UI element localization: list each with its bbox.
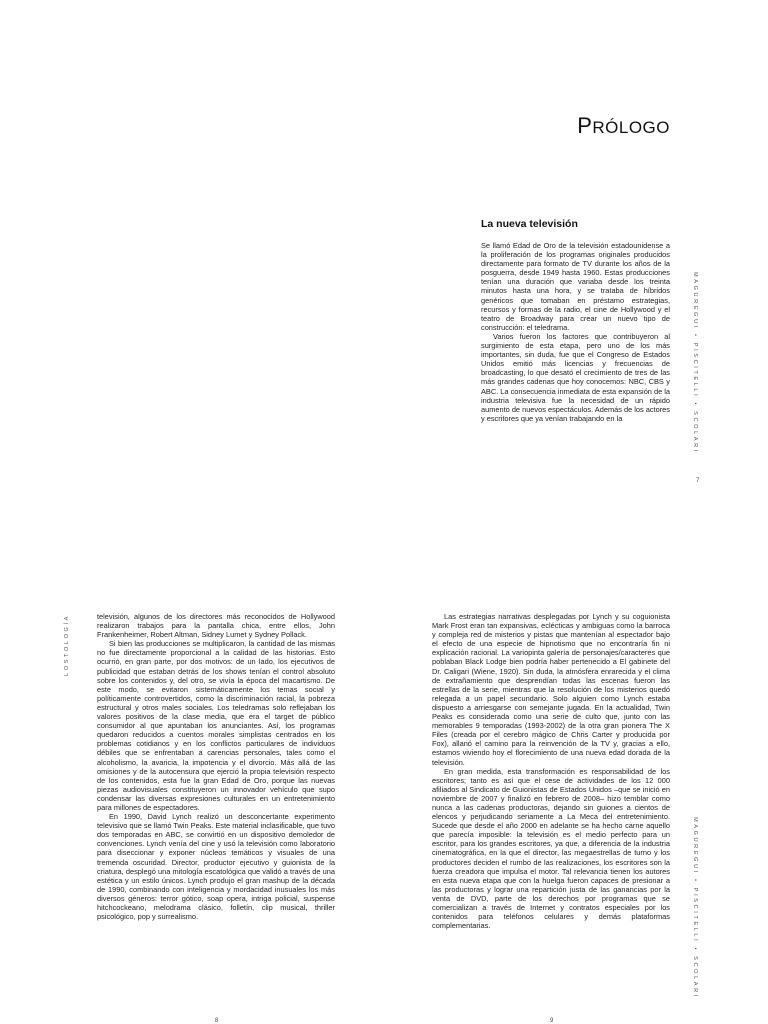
paragraph: televisión, algunos de los directores más reconocidos de Hollywood realizaron trabajos para la pantalla chica, entre ellos, John Frankenheimer, Robert Altman, Sidney Lumet y Sydney Pollack. bbox=[97, 612, 335, 640]
paragraph: En gran medida, esta transformación es responsabilidad de los escritores; tanto es así que el cese de actividades de los 12 000 afiliados al Sindicato de Guionistas de Estados Unidos –que se inició en noviembre de 2007 y finalizó en febrero de 2008– hizo temblar como nunca a las cadenas productoras, dejando sin guiones a cientos de elencos y perjudicando seriamente a La Meca del entretenimiento. Sucede que desde el año 2000 en adelante se ha hecho carne aquello que parecía imposible: la televisión es el medio perfecto para un escritor, para los grandes escritores, ya que, a diferencia de la industria cinematográfica, en la que el director, las megaestrellas de turno y los productores deciden el rumbo de las realizaciones, los escritores son la fuerza creadora que impulsa el motor. Tal relevancia tienen los autores en esta nueva etapa que con la huelga fueron capaces de presionar a las productoras y lograr una repartición justa de las ganancias por la venta de DVD, parte de los derechos por programas que se comercializan a través de Internet y contratos especiales por los contenidos para teléfonos celulares y demás plataformas complementarias. bbox=[432, 766, 670, 931]
body-column-left bbox=[97, 612, 335, 921]
paragraph: Varios fueron los factores que contribuyeron al surgimiento de esta etapa, pero uno de los más importantes, sin duda, fue que el Congreso de Estados Unidos emitió más licencias y frecuencias de broadcasting, lo que desató el crecimiento de tres de las más grandes cadenas que hoy conocemos: NBC, CBS y ABC. La consecuencia inmediata de esta expansión de la industria televisiva fue la necesidad de un rápido aumento de nuevos espectáculos. Además de los actores y escritores que ya venían trabajando en la bbox=[481, 331, 670, 423]
chapter-title bbox=[577, 113, 670, 139]
running-head-authors: MAGUREGUI • PISCITELLI • SCOLARI bbox=[692, 272, 698, 454]
paragraph: En 1990, David Lynch realizó un desconcertante experimento televisivo que se llamó Twin Peaks. Este material inclasificable, que tuvo dos temporadas en ABC, se convirtió en un dispositivo demoledor de convenciones. Lynch venía del cine y usó la televisión como laboratorio para diseccionar y exponer núcleos temáticos y visuales de una tremenda oscuridad. Director, productor ejecutivo y guionista de la criatura, desplegó una mitología escatológica que validó a través de una estética y un estilo únicos. Lynch produjo el gran mashup de la década de 1990, combinando con inteligencia y mordacidad inusuales los más diversos géneros: terror gótico, soap opera, intriga policial, suspense hitchcockeano, melodrama clásico, folletín, clip musical, thriller psicológico, pop y surrealismo. bbox=[97, 812, 335, 922]
paragraph: Las estrategias narrativas desplegadas por Lynch y su coguionista Mark Frost eran tan expansivas, eclécticas y ambiguas como la barroca y compleja red de misterios y pistas que mantenían al espectador bajo el efecto de una especie de hipnotismo que no encontraría fin ni explicación racional. La variopinta galería de personajes/caracteres que poblaban Black Lodge bien podría haber pertenecido a El gabinete del Dr. Caligari (Wiene, 1920). Sin duda, la atmósfera enrarecida y el clima de extrañamiento que desprendían todas las escenas fueron las estrellas de la serie, mientras que la resolución de los misterios quedó relegada a un papel secundario. Solo alguien como Lynch estaba dispuesto a arriesgarse con semejante jugada. En la actualidad, Twin Peaks es considerada como una serie de culto que, junto con las memorables 9 temporadas (1993-2002) de la otra gran pionera The X Files (creada por el cerebro mágico de Chris Carter y producida por Fox), allanó el camino para la reinvención de la TV y, gracias a ello, estamos viviendo hoy el florecimiento de una nueva edad dorada de la televisión. bbox=[432, 612, 670, 767]
body-column-right bbox=[432, 612, 670, 930]
page-number-left: 8 bbox=[215, 1018, 219, 1024]
page-number-right: 9 bbox=[550, 1018, 554, 1024]
running-head-book-title: LOSTOLOGÍA bbox=[64, 614, 70, 676]
page-number: 7 bbox=[696, 478, 700, 484]
chapter-title-rest: RÓLOGO bbox=[592, 118, 670, 137]
paragraph: Se llamó Edad de Oro de la televisión estadounidense a la proliferación de los programas originales producidos directamente para formato de TV durante los años de la posguerra, desde 1949 hasta 1960. Estas producciones tenían una duración que variaba desde los treinta minutos hasta una hora, y se trataba de híbridos genéricos que tomaban en préstamo estrategias, recursos y formas de la radio, el cine de Hollywood y el teatro de Broadway para crear un nuevo tipo de construcción: el teledrama. bbox=[481, 241, 670, 332]
chapter-title-initial: P bbox=[577, 113, 593, 138]
running-head-authors: MAGUREGUI • PISCITELLI • SCOLARI bbox=[692, 817, 698, 999]
paragraph: Si bien las producciones se multiplicaron, la cantidad de las mismas no fue directamente proporcional a la calidad de las historias. Esto ocurrió, en gran parte, por dos motivos: de un lado, los ejecutivos de publicidad que estaban detrás de los shows tenían el control absoluto sobre los contenidos y, del otro, se vivía la época del macartismo. De este modo, se evitaron sistemáticamente los temas social y políticamente controvertidos, como la discriminación racial, la pobreza estructural y otros males sociales. Los teledramas solo reflejaban los valores positivos de la clase media, que era el target de público consumidor al que apuntaban los anunciantes. Así, los programas quedaron reducidos a cuentos morales simplistas centrados en los problemas cotidianos y en los conflictos particulares de individuos débiles que se enfrentaban a carencias personales, tales como el alcoholismo, la avaricia, la impotencia y el divorcio. Más allá de las omisiones y de la autocensura que ejerció la propia televisión respecto de los contenidos, esta fue la gran Edad de Oro, porque las nuevas piezas audiovisuales constituyeron un innovador vehículo que supo condensar las diversas expresiones culturales en un entretenimiento para millones de espectadores. bbox=[97, 639, 335, 812]
page-spread-bottom bbox=[0, 512, 768, 1024]
body-column bbox=[481, 241, 670, 423]
section-heading: La nueva televisión bbox=[481, 218, 578, 230]
